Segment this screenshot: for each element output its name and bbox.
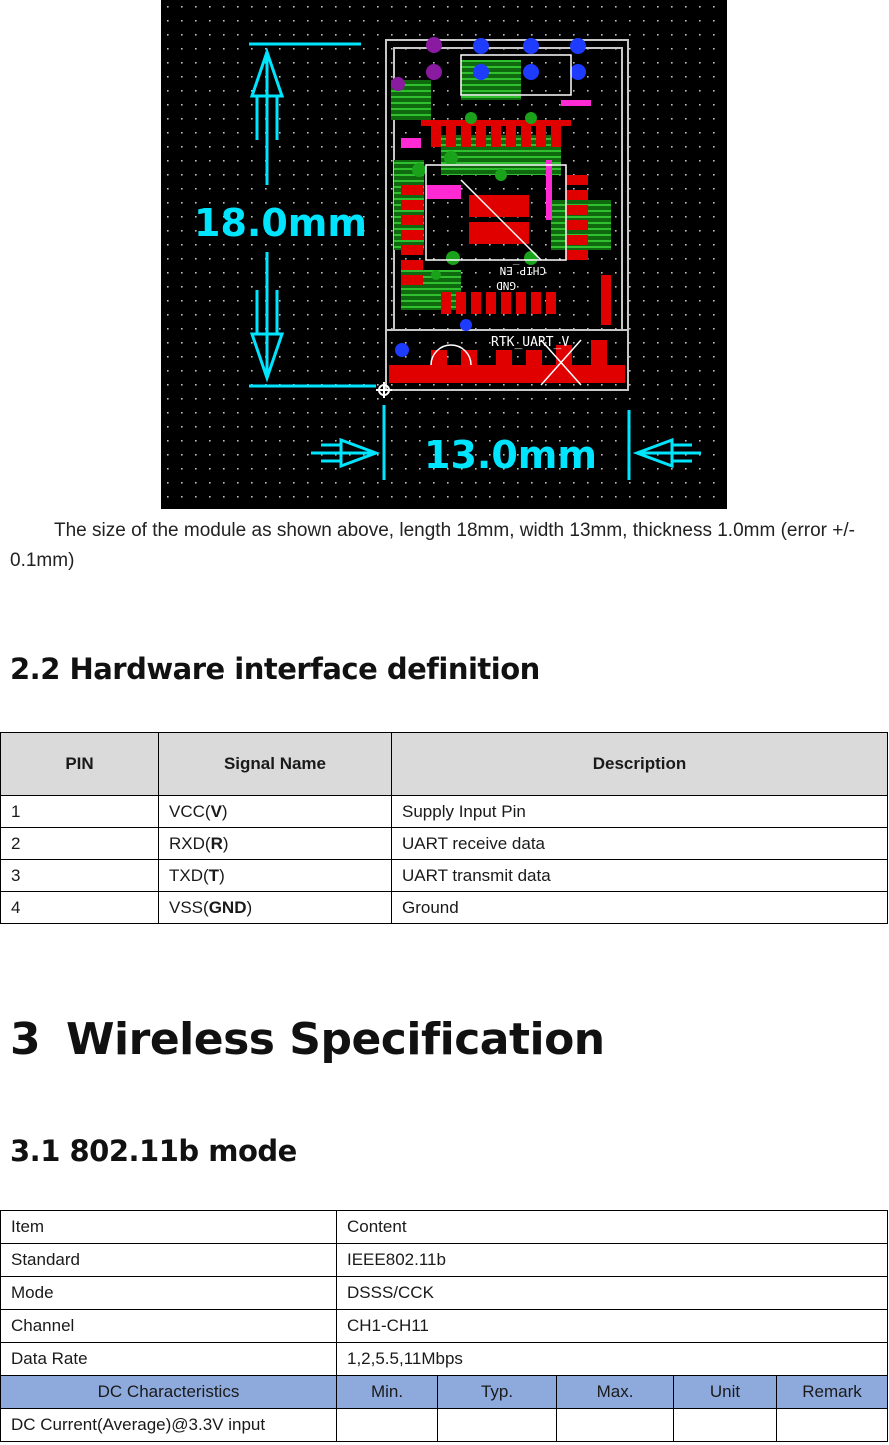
column-header: Description [392, 733, 888, 796]
pin-description: UART transmit data [392, 860, 888, 892]
table-row [1, 892, 888, 924]
silk-label: CHIP_EN [499, 264, 546, 277]
spec-content: DSSS/CCK [337, 1277, 888, 1310]
dc-cell [337, 1409, 438, 1442]
dc-cell [438, 1409, 557, 1442]
pcb-dimension-figure [161, 0, 727, 509]
dc-header-row [1, 1376, 888, 1409]
pin-description: Supply Input Pin [392, 796, 888, 828]
dc-header-cell: Unit [674, 1376, 777, 1409]
section-number: 3 [10, 1014, 41, 1065]
spec-item: Standard [1, 1244, 337, 1277]
signal-name: RXD(R) [159, 828, 392, 860]
table-header-row [1, 733, 888, 796]
section-heading-3-1: 3.1 802.11b mode [10, 1134, 297, 1168]
left-pads [401, 185, 423, 285]
pin-description: Ground [392, 892, 888, 924]
dc-header-cell: Min. [337, 1376, 438, 1409]
table-row [1, 1310, 888, 1343]
spec-content: IEEE802.11b [337, 1244, 888, 1277]
pin-definition-table [0, 732, 888, 924]
section-heading-2-2: 2.2 Hardware interface definition [10, 652, 540, 686]
dc-row-label: DC Current(Average)@3.3V input [1, 1409, 337, 1442]
silk-label: GND [496, 279, 516, 292]
spec-content: Content [337, 1211, 888, 1244]
dc-cell [674, 1409, 777, 1442]
figure-caption: The size of the module as shown above, length 18mm, width 13mm, thickness 1.0mm (error +/- 0.1mm) [10, 520, 855, 571]
table-row [1, 1211, 888, 1244]
table-row [1, 1409, 888, 1442]
dc-header-cell: Typ. [438, 1376, 557, 1409]
pin-description: UART receive data [392, 828, 888, 860]
spec-content: 1,2,5.5,11Mbps [337, 1343, 888, 1376]
spec-item: Item [1, 1211, 337, 1244]
pin-number: 3 [1, 860, 159, 892]
height-dimension-label: 18.0mm [194, 201, 367, 245]
table-row [1, 1343, 888, 1376]
table-row [1, 796, 888, 828]
pin-number: 4 [1, 892, 159, 924]
spec-table [0, 1210, 888, 1442]
signal-name: TXD(T) [159, 860, 392, 892]
section-heading-3 [10, 1014, 605, 1065]
dc-cell [777, 1409, 888, 1442]
width-dimension-label: 13.0mm [424, 433, 597, 477]
dc-header-cell: Max. [557, 1376, 674, 1409]
table-row [1, 1244, 888, 1277]
pin-number: 1 [1, 796, 159, 828]
dc-cell [557, 1409, 674, 1442]
column-header: Signal Name [159, 733, 392, 796]
silk-label: RTK_UART_V [491, 335, 570, 350]
section-title: Wireless Specification [66, 1014, 605, 1065]
table-row [1, 1277, 888, 1310]
top-pads [431, 125, 561, 147]
table-row [1, 828, 888, 860]
spec-content: CH1-CH11 [337, 1310, 888, 1343]
signal-name: VCC(V) [159, 796, 392, 828]
spec-item: Data Rate [1, 1343, 337, 1376]
spec-item: Mode [1, 1277, 337, 1310]
table-row [1, 860, 888, 892]
signal-name: VSS(GND) [159, 892, 392, 924]
column-header: PIN [1, 733, 159, 796]
dc-header-cell: Remark [777, 1376, 888, 1409]
pin-number: 2 [1, 828, 159, 860]
dc-header-cell: DC Characteristics [1, 1376, 337, 1409]
spec-item: Channel [1, 1310, 337, 1343]
